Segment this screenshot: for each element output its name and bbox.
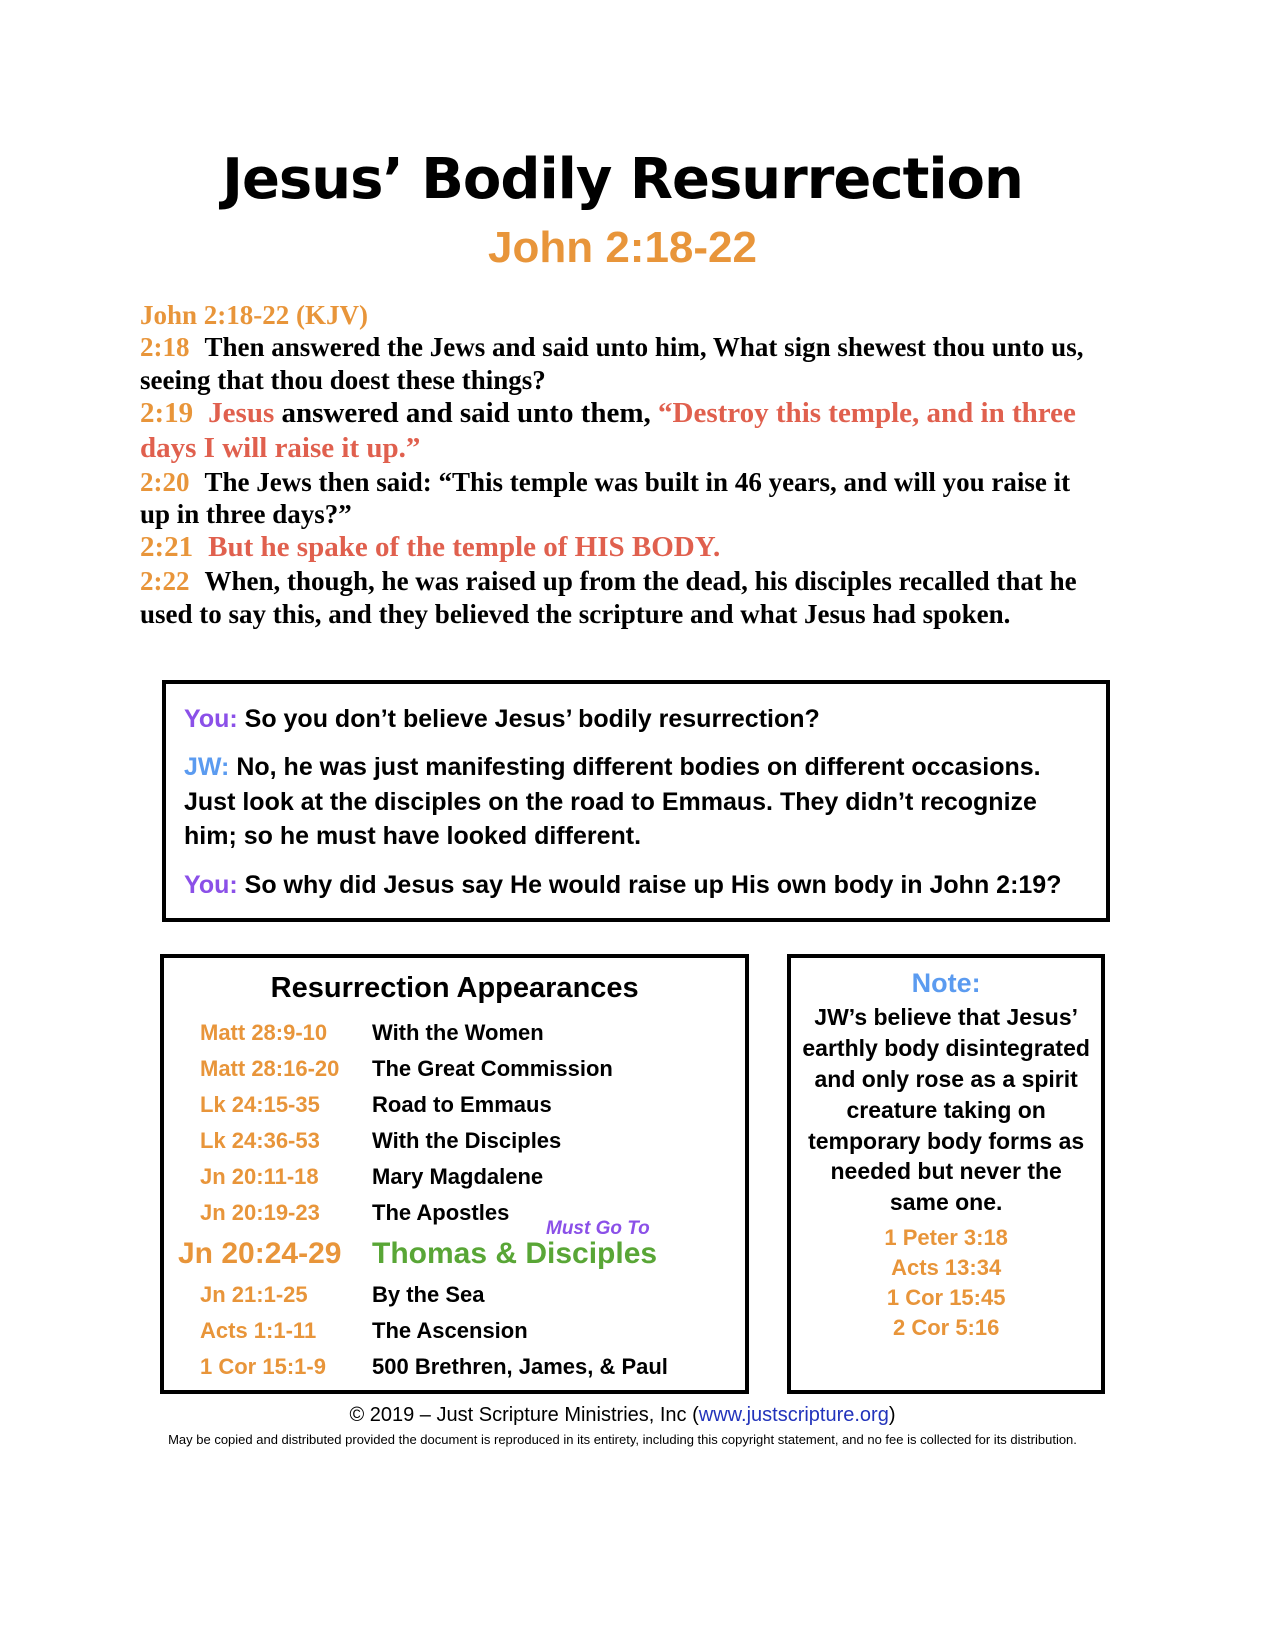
dialogue-line <box>184 750 1088 854</box>
verse-2-19 <box>140 396 1105 466</box>
verse-text: The Jews then said: “This temple was built in 46 years, and will you raise it up in three days?” <box>140 466 1071 529</box>
page-subtitle: John 2:18-22 <box>488 223 757 273</box>
dialogue-text: So why did Jesus say He would raise up His own body in John 2:19? <box>244 870 1062 899</box>
scripture-reference: Lk 24:36-53 <box>200 1128 320 1154</box>
scripture-reference: Lk 24:15-35 <box>200 1092 320 1118</box>
verse-number: 2:19 <box>140 396 194 429</box>
verse-number: 2:20 <box>140 466 190 497</box>
note-title: Note: <box>911 968 981 999</box>
resurrection-appearances-box <box>160 954 749 1394</box>
scripture-reference: Matt 28:9-10 <box>200 1020 328 1046</box>
table-row <box>200 1313 745 1349</box>
table-row <box>200 1015 745 1051</box>
scripture-heading: John 2:18-22 (KJV) <box>140 299 368 330</box>
appearance-description: Mary Magdalene <box>372 1164 544 1190</box>
copyright-text: © 2019 – Just Scripture Ministries, Inc ( <box>349 1404 699 1427</box>
verse-text: “Destroy this temple, and in three days I will raise it up.” <box>140 396 1076 464</box>
table-row <box>200 1349 745 1385</box>
appearance-description: The Ascension <box>372 1318 528 1344</box>
speaker-you-label: You: <box>184 870 238 899</box>
copyright-text: ) <box>888 1404 896 1427</box>
table-row <box>200 1051 745 1087</box>
scripture-reference: Acts 1:1-11 <box>200 1318 317 1344</box>
dialogue-line <box>184 868 1088 903</box>
appearance-description: With the Disciples <box>372 1128 562 1154</box>
table-row <box>200 1195 745 1231</box>
must-go-to-annotation: Must Go To <box>546 1218 650 1240</box>
distribution-notice: May be copied and distributed provided the document is reproduced in its entirety, including this copyright statement, and no fee is collected for its distribution. <box>168 1432 1077 1448</box>
note-body: JW’s believe that Jesus’ earthly body disintegrated and only rose as a spirit creature taking on temporary body forms as needed but never the same one. <box>802 1004 1090 1216</box>
dialogue-text: No, he was just manifesting different bodies on different occasions. Just look at the disciples on the road to Emmaus. They didn’t recognize him; so he must have looked different. <box>184 753 1041 851</box>
scripture-reference: Matt 28:16-20 <box>200 1056 340 1082</box>
note-box <box>787 954 1105 1394</box>
page-footer <box>140 1404 1105 1447</box>
table-row-highlighted <box>178 1231 745 1277</box>
scripture-reference: Jn 20:24-29 <box>178 1237 342 1271</box>
appearances-table <box>178 1015 745 1385</box>
verse-number: 2:18 <box>140 332 190 363</box>
verse-2-21 <box>140 530 1105 565</box>
appearance-description: The Great Commission <box>372 1056 613 1082</box>
table-row <box>200 1277 745 1313</box>
scripture-reference: 1 Peter 3:18 <box>884 1225 1008 1251</box>
appearances-title: Resurrection Appearances <box>270 972 639 1005</box>
scripture-reference: Jn 21:1-25 <box>200 1282 308 1308</box>
verse-number: 2:22 <box>140 566 190 597</box>
verse-2-18 <box>140 331 1105 396</box>
scripture-reference: 2 Cor 5:16 <box>892 1315 1000 1341</box>
scripture-reference: Jn 20:11-18 <box>200 1164 319 1190</box>
scripture-reference: Acts 13:34 <box>891 1255 1002 1281</box>
dialogue-line <box>184 702 1088 737</box>
speaker-jw-label: JW: <box>184 753 230 782</box>
scripture-reference: Jn 20:19-23 <box>200 1200 320 1226</box>
dialogue-text: So you don’t believe Jesus’ bodily resurrection? <box>244 704 820 733</box>
note-references <box>799 1223 1093 1343</box>
appearance-description: 500 Brethren, James, & Paul <box>372 1354 668 1380</box>
verse-text: Jesus <box>208 396 275 429</box>
verse-2-22 <box>140 565 1105 630</box>
verse-number: 2:21 <box>140 531 194 564</box>
scripture-reference: 1 Cor 15:1-9 <box>200 1354 326 1380</box>
verse-text: Then answered the Jews and said unto him, What sign shewest thou unto us, seeing that thou doest these things? <box>140 332 1084 395</box>
scripture-reference: 1 Cor 15:45 <box>886 1285 1006 1311</box>
bottom-section <box>160 954 1105 1394</box>
website-link[interactable]: www.justscripture.org <box>698 1404 889 1427</box>
appearance-description: By the Sea <box>372 1282 485 1308</box>
scripture-passage <box>140 299 1105 630</box>
table-row <box>200 1159 745 1195</box>
verse-text: When, though, he was raised up from the dead, his disciples recalled that he used to say this, and they believed the scripture and what Jesus had spoken. <box>140 566 1077 629</box>
appearance-description: Road to Emmaus <box>372 1092 552 1118</box>
verse-text: answered and said unto them, <box>274 396 659 429</box>
copyright-line <box>140 1404 1105 1427</box>
appearance-description: With the Women <box>372 1020 544 1046</box>
verse-text: But he spake of the temple of HIS BODY. <box>208 531 721 564</box>
page-title: Jesus’ Bodily Resurrection <box>222 147 1023 212</box>
dialogue-box <box>162 680 1110 923</box>
verse-2-20 <box>140 466 1105 531</box>
table-row <box>200 1087 745 1123</box>
appearance-description: The Apostles <box>372 1200 510 1226</box>
speaker-you-label: You: <box>184 704 238 733</box>
table-row <box>200 1123 745 1159</box>
appearance-description: Thomas & Disciples <box>372 1237 658 1271</box>
